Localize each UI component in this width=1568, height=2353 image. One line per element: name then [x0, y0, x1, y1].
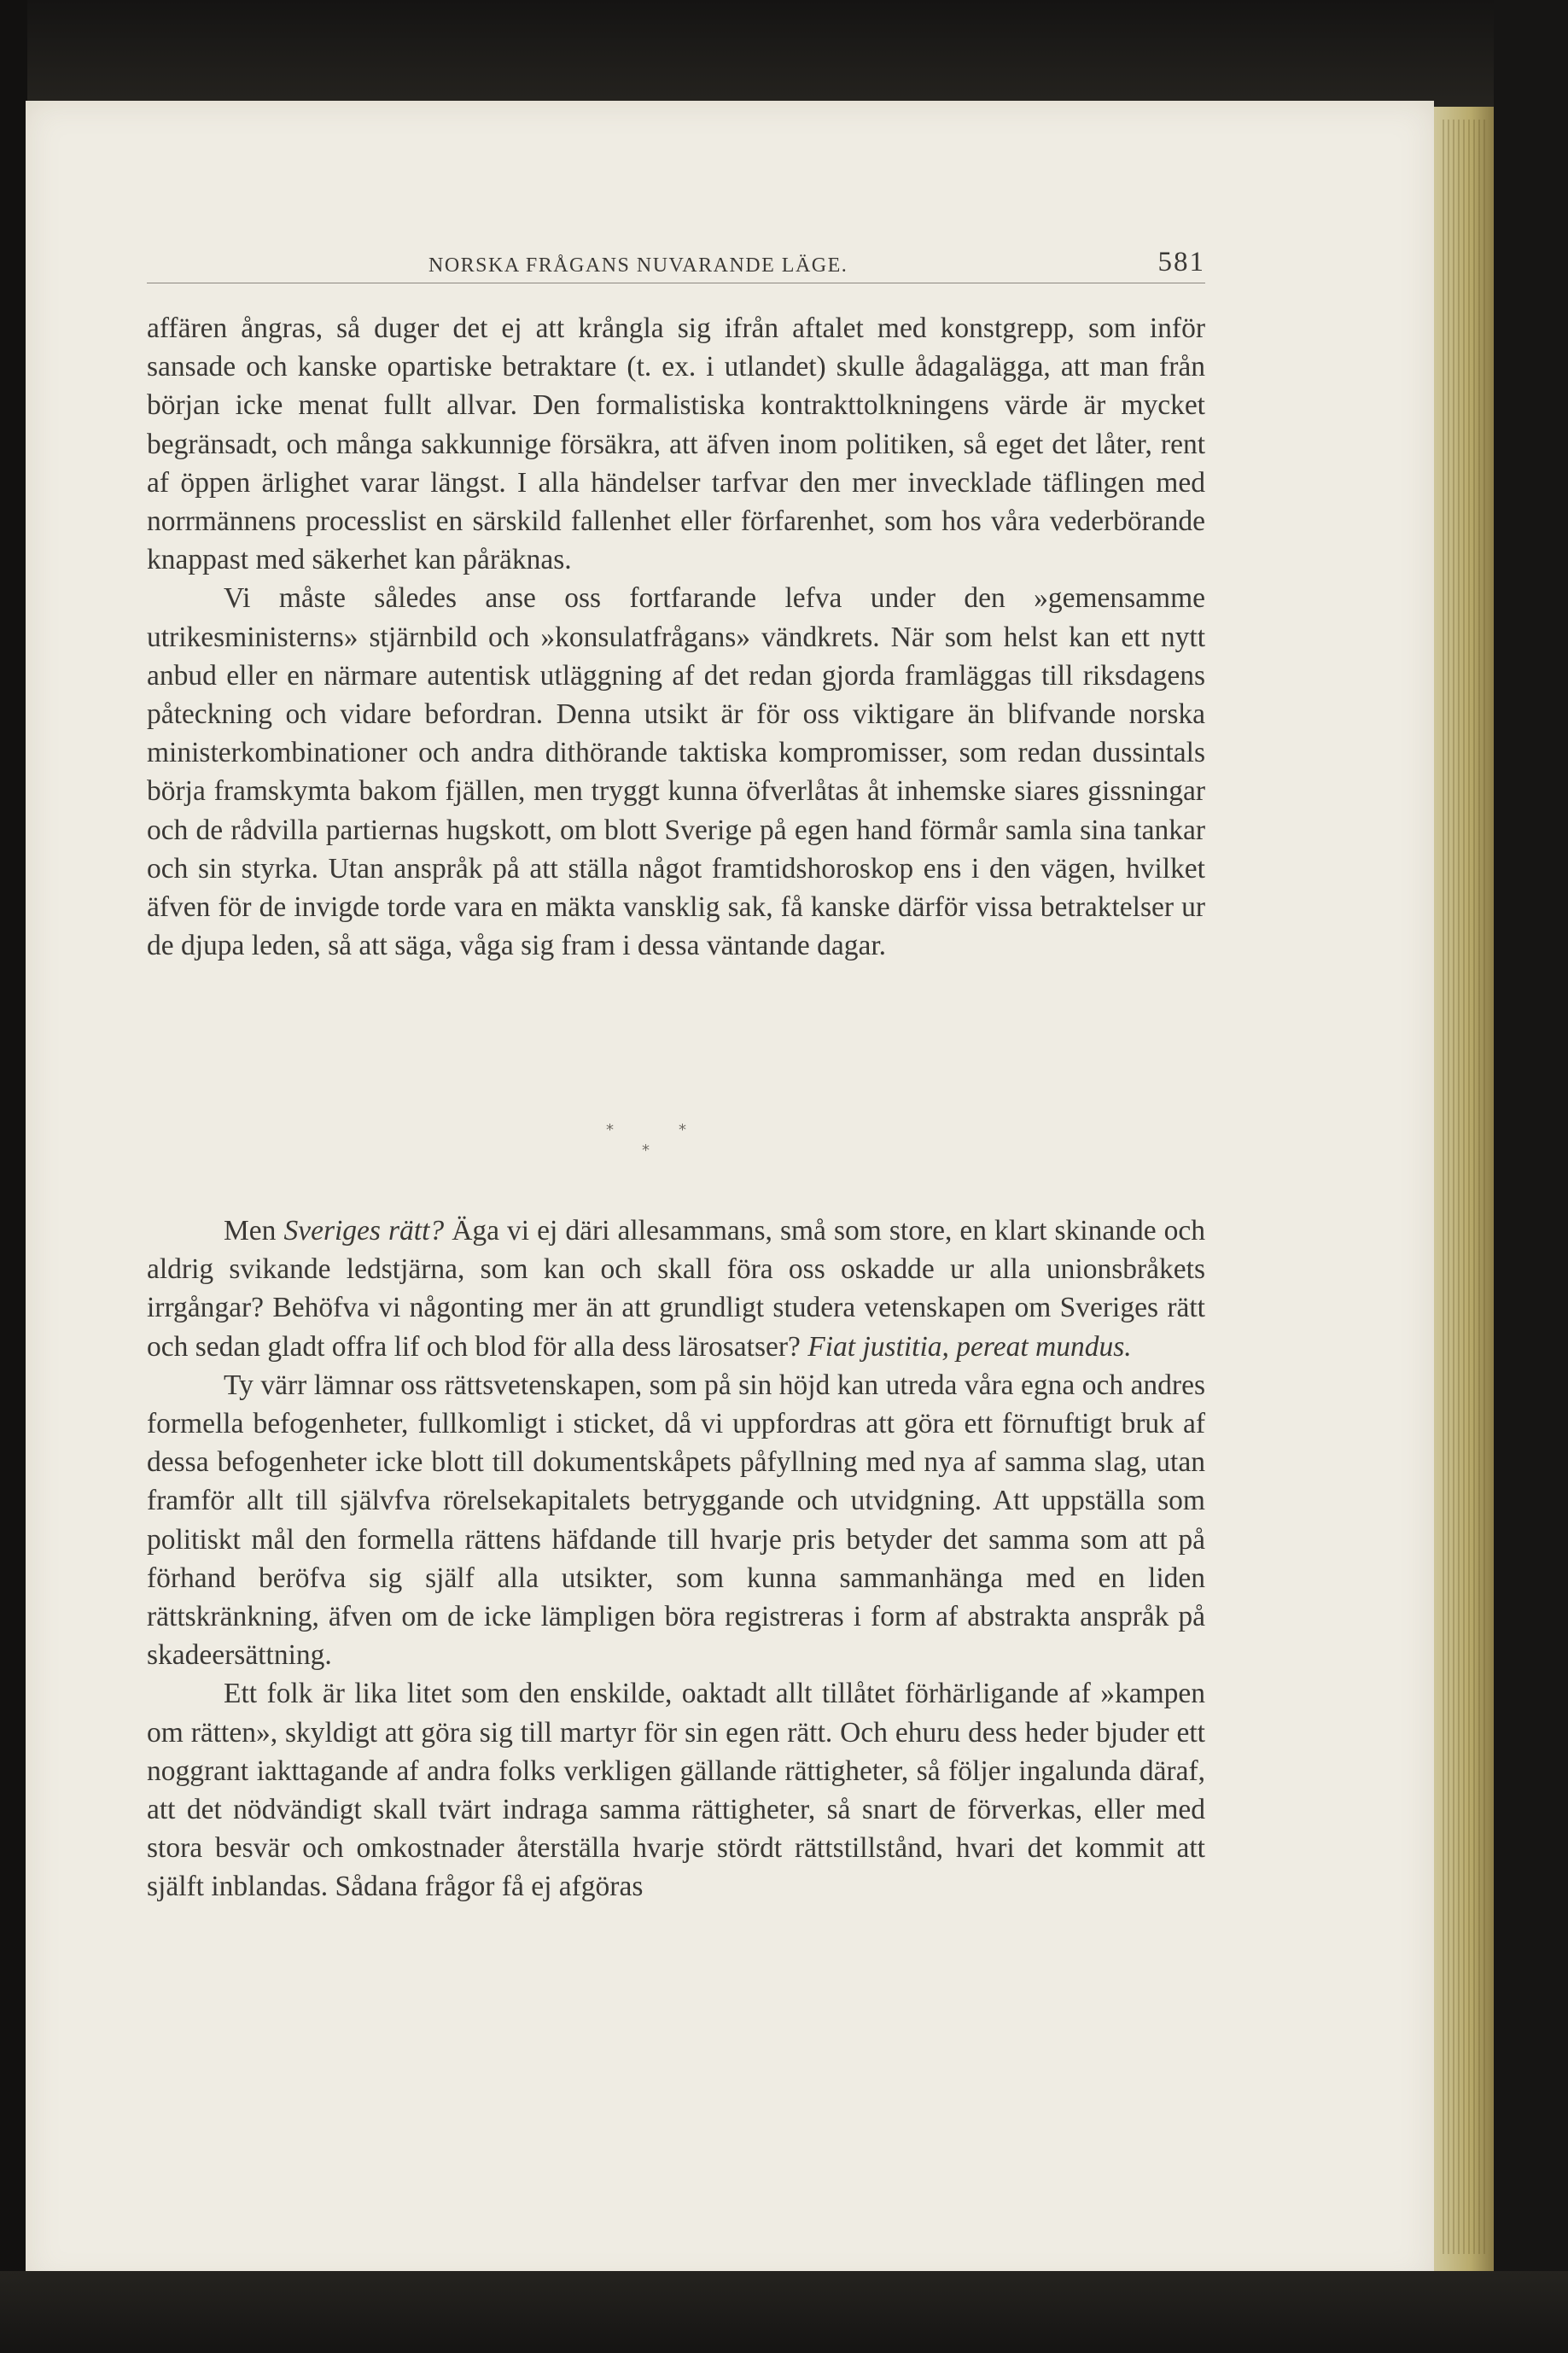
- paragraph: Ty värr lämnar oss rättsvetenskapen, som på sin höjd kan utreda våra egna och andres formella befogenheter, fullkomligt i sticket, då vi uppfordras att göra ett förnuftigt bruk af dessa befogenheter icke blott till dokumentskåpets påfyllning med nya af samma slag, utan framför allt till självfva rörelsekapitalets betryggande och utvidgning. Att uppställa som politiskt mål den formella rättens häfdande till hvarje pris betyder det samma som att på förhand beröfva sig själf alla utsikter, som kunna sammanhänga med en liden rättskränkning, äfven om de icke lämpligen böra registreras i form af abstrakta anspråk på skadeersättning.: [147, 1369, 1205, 1672]
- page-block-bottom-edge: [0, 2271, 1568, 2353]
- scan-background-right: [1494, 0, 1568, 2353]
- section-break-asterisks: [597, 1114, 768, 1165]
- asterisk-ornament: *: [679, 1121, 686, 1139]
- paragraph: [147, 1212, 1205, 1366]
- binding-shadow: [0, 0, 27, 2353]
- page-block-top-edge: [0, 0, 1568, 107]
- paragraph: Vi måste således anse oss fortfarande lefva under den »gemensamme utrikesministerns» stjärnbild och »konsulatfrågans» vändkrets. När som helst kan ett nytt anbud eller en närmare autentisk utläggning af det redan gjorda framläggas till riksdagens påteckning och vidare befordran. Denna utsikt är för oss viktigare än blifvande norska ministerkombinationer och andra dithörande taktiska kompromisser, som redan dussintals börja framskymta bakom fjällen, men tryggt kunna öfverlåtas åt inhemske siares gissningar och de rådvilla partiernas hugskott, om blott Sverige på egen hand förmår samla sina tankar och sin styrka. Utan anspråk på att ställa något framtidshoroskop ens i den vägen, hvilket äfven för de invigde torde vara en mäkta vansklig sak, få kanske därför vissa betraktelser ur de djupa leden, så att säga, våga sig fram i dessa väntande dagar.: [147, 582, 1205, 962]
- paragraph: Ett folk är lika litet som den enskilde, oaktadt allt tillåtet förhärligande af »kampen om rätten», skyldigt att göra sig till martyr för sin egen rätt. Och ehuru dess heder bjuder ett noggrant iakttagande af andra folks verkligen gällande rättigheter, så följer ingalunda däraf, att det nödvändigt skall tvärt indraga samma rättigheter, så snart de förverkas, eller med stora besvär och omkostnader återställa hvarje stördt rättstillstånd, hvari det kommit att själft inblandas. Sådana frågor få ej afgöras: [147, 1678, 1205, 1903]
- running-title: NORSKA FRÅGANS NUVARANDE LÄGE.: [428, 254, 848, 277]
- latin-quote: Fiat justitia, pereat mundus.: [807, 1330, 1132, 1363]
- paragraph: affären ångras, så duger det ej att krångla sig ifrån aftalet med konstgrepp, som inför sansade och kanske opartiske betraktare (t. ex. i utlandet) skulle ådagalägga, att man från början icke menat fullt allvar. Den formalistiska kontrakttolkningens värde är mycket begränsadt, och många sakkunnige försäkra, att äfven inom politiken, så eget det låter, rent af öppen ärlighet varar längst. I alla händelser tarfvar den mer invecklade täflingen med norrmännens processlist en särskild fallenhet eller förfarenhet, som hos våra vederbörande knappast med säkerhet kan påräknas.: [147, 312, 1205, 576]
- text-block-1: [147, 309, 1205, 965]
- asterisk-ornament: *: [606, 1121, 614, 1139]
- paragraph-text: Äga vi ej däri allesammans, små som store, en klart skinande och aldrig svikande ledstjärna, som kan och skall föra oss oskadde ur alla unionsbråkets irrgångar? Behöfva vi någonting mer än att grundligt studera vetenskapen om Sveriges rätt och sedan gladt offra lif och blod för alla dess lärosatser?: [147, 1215, 1205, 1363]
- asterisk-ornament: *: [642, 1141, 650, 1159]
- running-head: [147, 246, 1205, 285]
- italic-phrase: Sveriges rätt?: [283, 1215, 445, 1247]
- page-number: 581: [1157, 247, 1205, 277]
- page-fore-edge-texture: [1443, 120, 1485, 2254]
- paragraph-text: Men: [224, 1215, 284, 1247]
- text-block-2: [147, 1212, 1205, 1906]
